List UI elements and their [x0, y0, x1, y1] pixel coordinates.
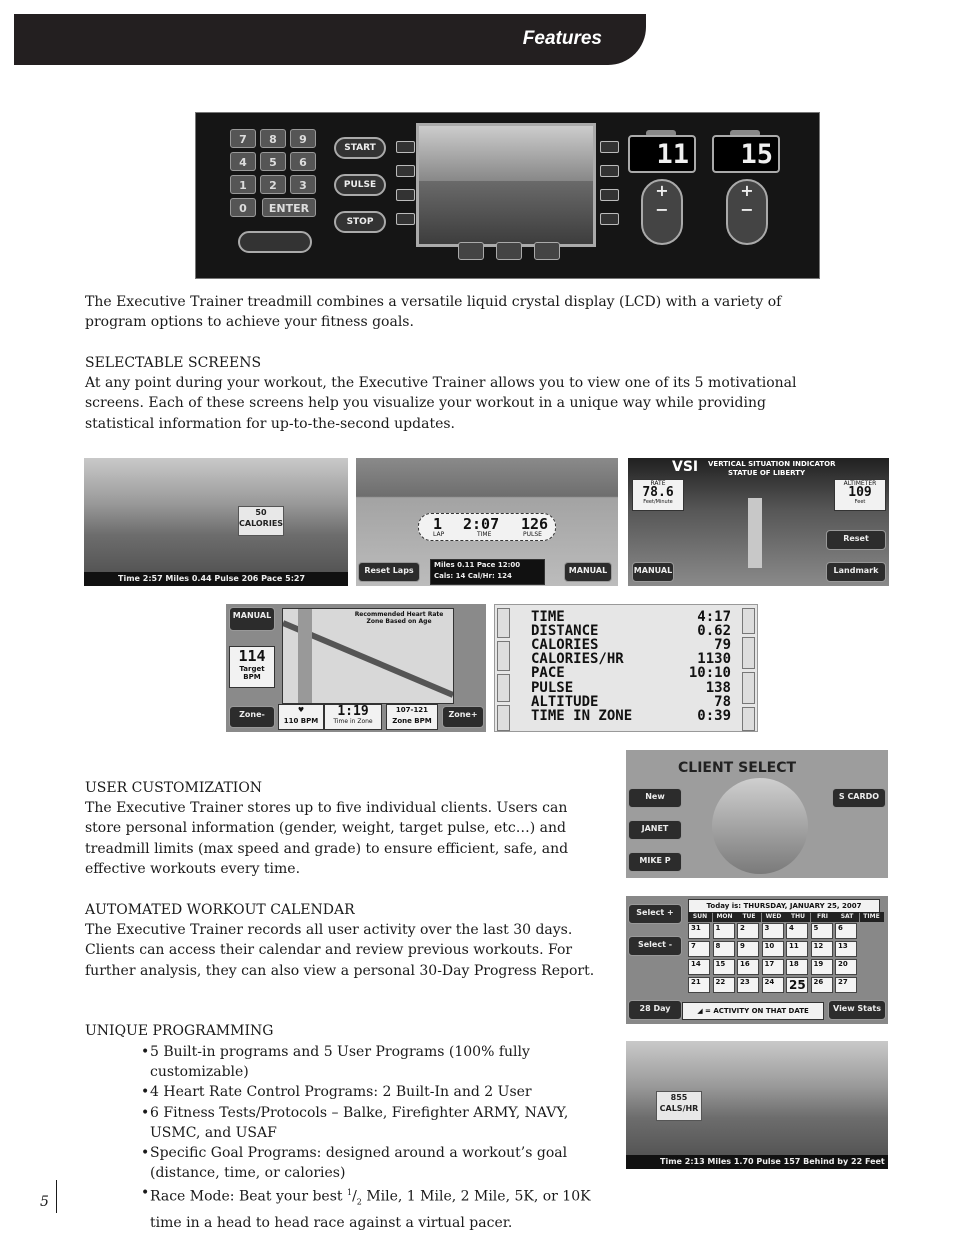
manual-button: MANUAL [632, 562, 674, 582]
stop-button: STOP [334, 211, 386, 233]
lap-value: 1 [433, 515, 443, 533]
key-2: 2 [260, 175, 286, 194]
stat-label: CALORIES/HR [531, 651, 624, 668]
tab-all [742, 707, 755, 731]
tab-heart [742, 608, 755, 634]
screen-side-tab [396, 213, 415, 225]
status-bar: Time 2:13 Miles 1.70 Pulse 157 Behind by 22 Feet [626, 1155, 888, 1169]
screen-side-tab [396, 141, 415, 153]
calendar-day-header: SUN [688, 912, 712, 922]
race-screen [626, 1041, 888, 1169]
calendar-date-cell: 27 [835, 977, 857, 993]
screen-side-tab [600, 165, 619, 177]
stat-row [531, 611, 731, 624]
rate-unit: Feet/Minute [643, 499, 673, 505]
intro-paragraph: The Executive Trainer treadmill combines a versatile liquid crystal display (LCD) with a variety of program options to achieve your fitness goals. [85, 294, 782, 331]
target-value: 114 [238, 647, 266, 665]
page-number-rule [56, 1180, 57, 1213]
tab-time [497, 608, 510, 638]
tab-zone [742, 672, 755, 704]
calendar-date-cell: 18 [786, 959, 808, 975]
client-janet-button: JANET [628, 820, 682, 840]
selectable-heading: SELECTABLE SCREENS [85, 355, 262, 371]
landmark-button: Landmark [826, 562, 886, 582]
activity-legend [682, 1002, 824, 1020]
pulse-value: 126 [521, 515, 549, 533]
minus-icon: − [655, 200, 669, 219]
calendar-date-cell: 17 [762, 959, 784, 975]
vsi-screen [628, 458, 889, 586]
calendar-paragraph: The Executive Trainer records all user activity over the last 30 days. Clients can access their calendar and review previous workouts. For further analysis, they can also view a personal 30-Day Progress Report. [85, 922, 595, 979]
key-6: 6 [290, 152, 316, 171]
lcd-sky [419, 126, 593, 181]
client-select-title: CLIENT SELECT [678, 760, 797, 776]
key-8: 8 [260, 129, 286, 148]
programming-list [141, 1042, 601, 1233]
stat-row [531, 693, 731, 710]
tab-vsi [742, 637, 755, 669]
zone-bpm-box [386, 704, 438, 730]
programming-heading: UNIQUE PROGRAMMING [85, 1023, 274, 1039]
track-screen [356, 458, 618, 586]
vsi-landmark-name: STATUE OF LIBERTY [728, 469, 806, 477]
calendar-grid [688, 912, 884, 994]
view-stats-button: View Stats [828, 1000, 886, 1020]
list-item: • 4 Heart Rate Control Programs: 2 Built-In and 2 User [141, 1082, 601, 1102]
stat-row [531, 639, 731, 652]
rate-label: RATE [650, 480, 666, 487]
zone-bpm-value: 107-121 [395, 706, 429, 714]
new-client-button: New [628, 788, 682, 808]
calendar-day-header: MON [713, 912, 737, 922]
target-label: Target BPM [239, 665, 265, 681]
altimeter-label: ALTIMETER [843, 480, 877, 487]
key-9: 9 [290, 129, 316, 148]
reset-button: Reset [826, 530, 886, 550]
calendar-day-header: TUE [737, 912, 761, 922]
calendar-day-header: WED [762, 912, 786, 922]
activity-legend-text: = ACTIVITY ON THAT DATE [705, 1007, 809, 1015]
rate-value: 78.6 [642, 485, 674, 500]
header-banner [14, 14, 646, 65]
page-title: Features [522, 28, 602, 49]
calendar-date-cell: 2 [737, 923, 759, 939]
calendar-date-cell: 9 [737, 941, 759, 957]
calendar-date-cell: 21 [688, 977, 710, 993]
calendar-date-cell: 24 [762, 977, 784, 993]
track-stats [430, 559, 545, 585]
key-5: 5 [260, 152, 286, 171]
lower-oval-button [238, 231, 312, 253]
heart-icon: ♥ [297, 706, 305, 714]
screen-side-tab [396, 165, 415, 177]
calendar-date-cell: 12 [811, 941, 833, 957]
manual-button: MANUAL [564, 562, 612, 582]
pulse-label: PULSE [523, 531, 542, 538]
calendar-date-cell: 13 [835, 941, 857, 957]
pulse-button: PULSE [334, 174, 386, 196]
stat-value: 79 [714, 637, 731, 654]
race-prefix: Race Mode: Beat your best [150, 1189, 347, 1206]
screen-side-tab [600, 141, 619, 153]
stat-label: TIME [531, 609, 565, 625]
calendar-date-cell: 4 [786, 923, 808, 939]
bpm-value: 110 BPM [283, 717, 319, 725]
select-plus-button: Select + [628, 904, 682, 924]
heart-rate-screen [226, 604, 486, 732]
calendar-date-cell: 26 [811, 977, 833, 993]
time-label: TIME [477, 531, 492, 538]
zone-chart [282, 608, 454, 704]
console-photo [195, 112, 820, 279]
list-item: • Specific Goal Programs: designed around a workout’s goal (distance, time, or calories) [141, 1143, 601, 1183]
rate-box [632, 479, 684, 511]
lap-label: LAP [433, 531, 445, 538]
cals-line: Cals: 14 Cal/Hr: 124 [434, 572, 512, 580]
canyon-screen [84, 458, 348, 586]
stat-label: TIME IN ZONE [531, 707, 633, 724]
stat-row [531, 667, 731, 680]
stat-value: 4:17 [697, 609, 731, 625]
calendar-date-cell: 8 [713, 941, 735, 957]
stat-value: 1130 [697, 651, 731, 668]
stat-value: 0:39 [697, 707, 731, 724]
calendar-day-header: SAT [835, 912, 859, 922]
miles-pace: Miles 0.11 Pace 12:00 [434, 561, 521, 569]
vsi-title: VSI [672, 459, 699, 475]
sign-value: 855 [670, 1093, 688, 1102]
activity-marker-icon: ◢ [697, 1007, 703, 1015]
calendar-date-cell: 19 [811, 959, 833, 975]
calendar-heading: AUTOMATED WORKOUT CALENDAR [85, 902, 355, 918]
calendar-date-cell: 10 [762, 941, 784, 957]
console-lcd [416, 123, 596, 247]
calendar-date-cell: 6 [835, 923, 857, 939]
stat-label: ALTITUDE [531, 693, 599, 710]
zone-bpm-label: Zone BPM [392, 717, 432, 725]
stat-label: DISTANCE [531, 623, 599, 640]
stat-value: 138 [705, 679, 731, 696]
client-cardio-button: S CARDO [832, 788, 886, 808]
stat-value: 0.62 [697, 623, 731, 640]
list-item: • 5 Built-in programs and 5 User Programs (100% fully customizable) [141, 1042, 601, 1082]
fraction-numerator: 1 [346, 1188, 353, 1198]
page-number: 5 [40, 1194, 49, 1210]
sign-label: CALORIES [239, 519, 284, 528]
screen-side-tab [600, 213, 619, 225]
stat-label: PACE [531, 665, 565, 682]
key-7: 7 [230, 129, 256, 148]
key-1: 1 [230, 175, 256, 194]
grade-updown-button [726, 179, 768, 245]
screen-side-tab [600, 189, 619, 201]
stat-row [531, 653, 731, 666]
calendar-date-cell: 16 [737, 959, 759, 975]
stat-value: 78 [714, 693, 731, 710]
calendar-date-cell: 3 [762, 923, 784, 939]
list-item-race-mode: • Race Mode: Beat your best $^1/_2$ Mile, 1 Mile, 2 Mile, 5K, or 10K time in a head to head race against a virtual pacer. [141, 1183, 601, 1233]
time-in-zone-label: Time in Zone [333, 718, 373, 725]
zone-minus-button: Zone- [229, 706, 275, 728]
vsi-subtitle: VERTICAL SITUATION INDICATOR [708, 460, 836, 468]
target-bpm-box [229, 646, 275, 688]
calorie-sign [238, 506, 284, 536]
calendar-day-header: THU [786, 912, 810, 922]
calendar-date-cell: 7 [688, 941, 710, 957]
calendar-date-cell: 1 [713, 923, 735, 939]
client-mike-button: MIKE P [628, 852, 682, 872]
speed-updown-button [641, 179, 683, 245]
calendar-date-cell: 5 [811, 923, 833, 939]
customization-paragraph: The Executive Trainer stores up to five individual clients. Users can store personal information (gender, weight, target pulse, etc…) and treadmill limits (max speed and grade) to ensure efficient, safe, and effective workouts every time. [85, 800, 569, 877]
lcd-canyon [419, 181, 593, 244]
calendar-screen [626, 896, 888, 1024]
key-3: 3 [290, 175, 316, 194]
key-0: 0 [230, 198, 256, 217]
stat-label: CALORIES [531, 637, 599, 654]
zone-plus-button: Zone+ [442, 706, 484, 728]
zone-chart-title: Recommended Heart Rate Zone Based on Age [354, 611, 444, 625]
sign-label: CALS/HR [659, 1104, 699, 1113]
list-item: • 6 Fitness Tests/Protocols – Balke, Firefighter ARMY, NAVY, USMC, and USAF [141, 1103, 601, 1143]
grade-readout: 15 [712, 135, 780, 173]
statue-silhouette [748, 498, 762, 568]
calendar-date-cell: 14 [688, 959, 710, 975]
day-range-button: 28 Day [628, 1000, 682, 1020]
manual-button: MANUAL [229, 607, 275, 631]
bpm-box [278, 704, 324, 730]
time-in-zone-value: 1:19 [337, 704, 369, 719]
stats-screen [494, 604, 758, 732]
calendar-date-cell: 11 [786, 941, 808, 957]
calendar-date-cell: 25 [786, 977, 808, 993]
altimeter-value: 109 [848, 485, 872, 500]
calendar-date-cell: 31 [688, 923, 710, 939]
plus-icon: + [655, 181, 669, 200]
stat-value: 10:10 [688, 665, 731, 682]
plus-icon: + [740, 181, 754, 200]
runner-photo [712, 778, 808, 874]
minus-icon: − [740, 200, 754, 219]
today-label: Today is: THURSDAY, JANUARY 25, 2007 [688, 899, 880, 913]
nav-button [534, 242, 560, 260]
start-button: START [334, 137, 386, 159]
fraction-denominator: 2 [356, 1197, 362, 1207]
nav-button [496, 242, 522, 260]
tab-cals [497, 674, 510, 702]
screen-side-tab [396, 189, 415, 201]
key-4: 4 [230, 152, 256, 171]
nav-button [458, 242, 484, 260]
calendar-day-header: TIME [860, 912, 884, 922]
reset-laps-button: Reset Laps [358, 562, 420, 582]
calendar-day-header: FRI [811, 912, 835, 922]
altimeter-unit: Feet [854, 499, 866, 505]
tab-dist [497, 641, 510, 671]
zone-chart-lines [283, 609, 453, 703]
speed-readout: 11 [628, 135, 696, 173]
stat-row [531, 625, 731, 638]
calendar-date-cell: 20 [835, 959, 857, 975]
calendar-date-cell: 23 [737, 977, 759, 993]
calendar-date-cell: 15 [713, 959, 735, 975]
stat-row [531, 707, 731, 724]
altimeter-box [834, 479, 886, 511]
stat-row [531, 679, 731, 696]
sign-value: 50 [255, 508, 267, 517]
lap-track [418, 513, 556, 541]
race-suffix: Mile, 1 Mile, 2 Mile, 5K, or 10K time in a head to head race against a virtual pacer. [150, 1189, 591, 1232]
calendar-date-cell: 22 [713, 977, 735, 993]
key-enter: ENTER [262, 198, 316, 217]
customization-heading: USER CUSTOMIZATION [85, 780, 263, 796]
select-minus-button: Select - [628, 936, 682, 956]
tab-pace [497, 705, 510, 731]
client-select-screen [626, 750, 888, 878]
time-in-zone-box [324, 704, 382, 730]
selectable-paragraph: At any point during your workout, the Executive Trainer allows you to view one of its 5 motivational screens. Each of these screens help you visualize your workout in a unique way while providing statistical information for up-to-the-second updates. [85, 375, 797, 432]
cals-hr-sign [656, 1091, 702, 1121]
stat-label: PULSE [531, 679, 574, 696]
status-bar: Time 2:57 Miles 0.44 Pulse 206 Pace 5:27 [84, 572, 348, 586]
time-value: 2:07 [463, 515, 500, 533]
